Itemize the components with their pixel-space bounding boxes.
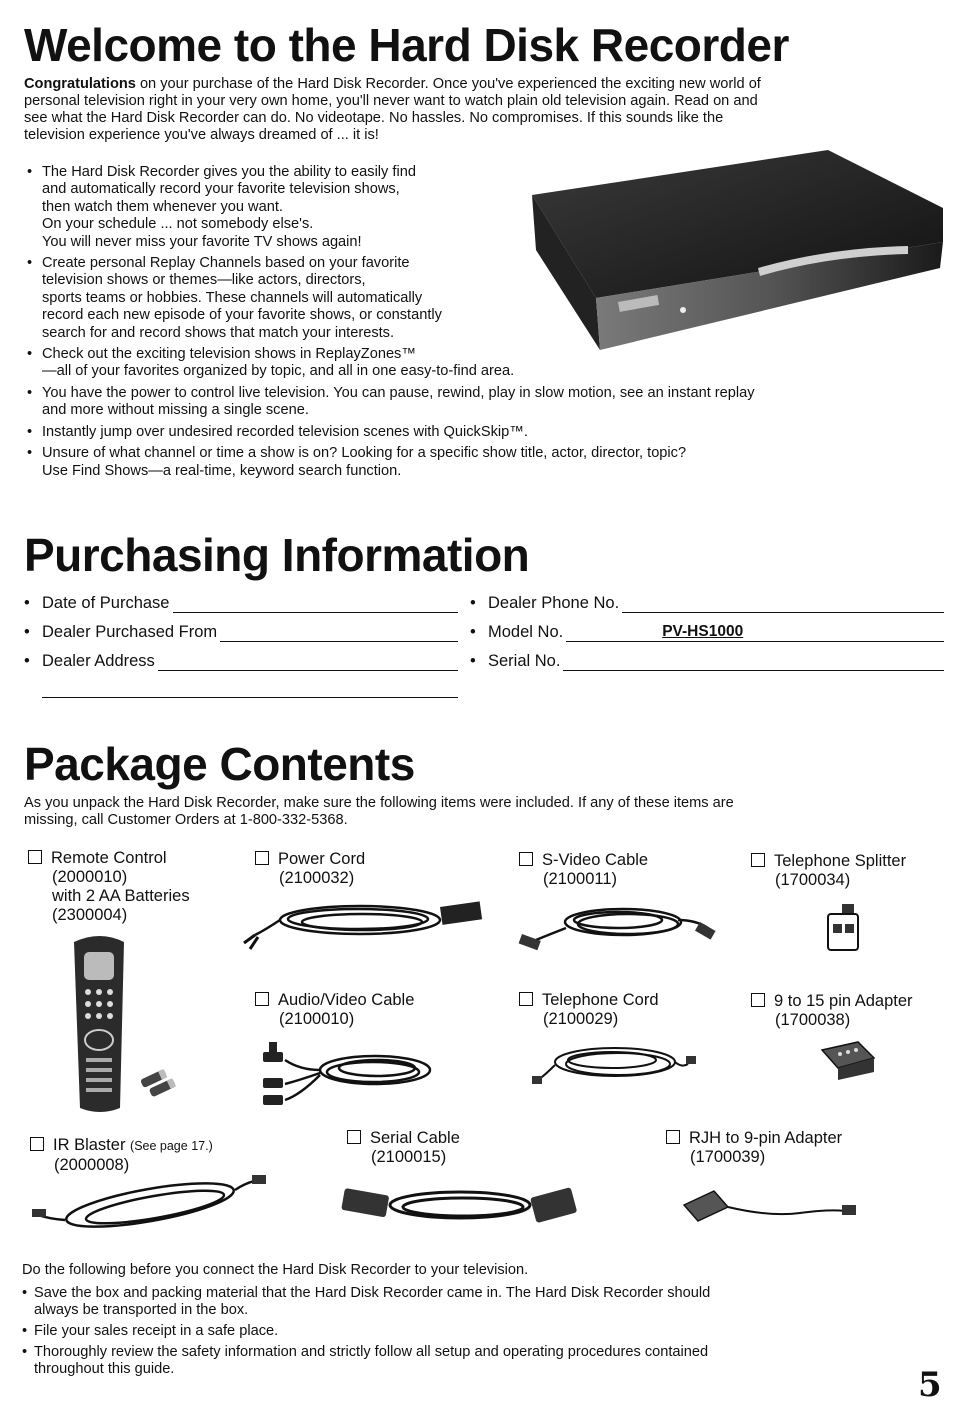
item-rjh-to-9-pin-adapter: RJH to 9-pin Adapter (1700039) — [666, 1129, 842, 1167]
field-serial-no: • Serial No. — [470, 651, 944, 671]
power-cord-illustration — [240, 895, 490, 955]
blank-line — [173, 598, 459, 613]
field-dealer-phone: • Dealer Phone No. — [470, 593, 944, 613]
blank-line — [566, 623, 944, 642]
blank-line — [158, 656, 458, 671]
checkbox — [751, 993, 765, 1007]
blank-line — [563, 656, 944, 671]
welcome-intro: Congratulations on your purchase of the Hard Disk Recorder. Once you've experienced the exciting new world of personal television right in your very own home, you'll never want to watch plain old television again. Read on and see what the Hard Disk Recorder can do. No videotape. No hassles. No compromises. If this sounds like the television experience you've always dreamed of ... it is! — [24, 76, 761, 143]
purchasing-right-fields — [470, 593, 944, 671]
welcome-bullets — [24, 164, 944, 484]
list-item: • Save the box and packing material that the Hard Disk Recorder came in. The Hard Disk Recorder should always be transported in the box. — [22, 1285, 922, 1319]
ir-blaster-illustration — [30, 1175, 270, 1240]
item-telephone-splitter: Telephone Splitter (1700034) — [751, 852, 906, 890]
blank-line — [622, 598, 944, 613]
item-remote-control: Remote Control (2000010) with 2 AA Batteries (2300004) — [28, 849, 190, 925]
list-item: • Unsure of what channel or time a show is on? Looking for a specific show title, actor, director, topic? Use Find Shows—a real-time, keyword search function. — [24, 445, 944, 480]
remote-control-illustration — [62, 930, 202, 1120]
list-item: • The Hard Disk Recorder gives you the ability to easily find and automatically record your favorite television shows, then watch them whenever you want. On your schedule ... not somebody else's. You will never miss your favorite TV shows again! — [24, 164, 944, 251]
purchasing-left-fields — [24, 593, 458, 671]
9-to-15-pin-adapter-illustration — [818, 1038, 878, 1083]
audio-video-cable-illustration — [255, 1040, 445, 1110]
checkbox — [519, 992, 533, 1006]
telephone-splitter-illustration — [818, 902, 868, 957]
item-9-to-15-pin-adapter: 9 to 15 pin Adapter (1700038) — [751, 992, 913, 1030]
checkbox — [347, 1130, 361, 1144]
intro-bold: Congratulations — [24, 76, 136, 92]
item-audio-video-cable: Audio/Video Cable (2100010) — [255, 991, 414, 1029]
item-serial-cable: Serial Cable (2100015) — [347, 1129, 460, 1167]
welcome-title: Welcome to the Hard Disk Recorder — [24, 19, 789, 71]
field-date-of-purchase: • Date of Purchase — [24, 593, 458, 613]
blank-line — [220, 627, 458, 642]
list-item: • Instantly jump over undesired recorded television scenes with QuickSkip™. — [24, 424, 944, 441]
footer-intro: Do the following before you connect the Hard Disk Recorder to your television. — [22, 1262, 529, 1278]
checkbox — [255, 851, 269, 865]
purchasing-title: Purchasing Information — [24, 529, 530, 581]
address-second-line — [42, 697, 458, 698]
item-telephone-cord: Telephone Cord (2100029) — [519, 991, 659, 1029]
checkbox — [666, 1130, 680, 1144]
list-item: • Create personal Replay Channels based on your favorite television shows or themes—like actors, directors, sports teams or hobbies. These channels will automatically record each new episode of your favorite shows, or constantly search for and record shows that match your interests. — [24, 255, 944, 342]
list-item: • You have the power to control live television. You can pause, rewind, play in slow motion, see an instant replay and more without missing a single scene. — [24, 385, 944, 420]
field-model-no: • Model No. PV-HS1000 — [470, 622, 944, 642]
package-title: Package Contents — [24, 738, 415, 790]
item-s-video-cable: S-Video Cable (2100011) — [519, 851, 648, 889]
field-dealer-purchased-from: • Dealer Purchased From — [24, 622, 458, 642]
list-item: • File your sales receipt in a safe place. — [22, 1323, 922, 1340]
checkbox — [30, 1137, 44, 1151]
s-video-cable-illustration — [518, 900, 718, 955]
list-item: • Thoroughly review the safety information and strictly follow all setup and operating procedures contained throughout this guide. — [22, 1344, 922, 1378]
telephone-cord-illustration — [530, 1040, 700, 1095]
list-item: • Check out the exciting television shows in ReplayZones™ —all of your favorites organized by topic, and all in one easy-to-find area. — [24, 346, 944, 381]
page-number: 5 — [918, 1365, 942, 1405]
checkbox — [28, 850, 42, 864]
field-dealer-address: • Dealer Address — [24, 651, 458, 671]
serial-cable-illustration — [345, 1180, 575, 1235]
footer-notes — [22, 1262, 922, 1378]
rjh-to-9-pin-adapter-illustration — [680, 1185, 860, 1230]
item-ir-blaster: IR Blaster (See page 17.) (2000008) — [30, 1136, 213, 1175]
model-number-value: PV-HS1000 — [662, 623, 744, 640]
checkbox — [751, 853, 765, 867]
item-power-cord: Power Cord (2100032) — [255, 850, 365, 888]
checkbox — [519, 852, 533, 866]
package-intro: As you unpack the Hard Disk Recorder, make sure the following items were included. If any of these items are missing, call Customer Orders at 1-800-332-5368. — [24, 795, 734, 828]
checkbox — [255, 992, 269, 1006]
